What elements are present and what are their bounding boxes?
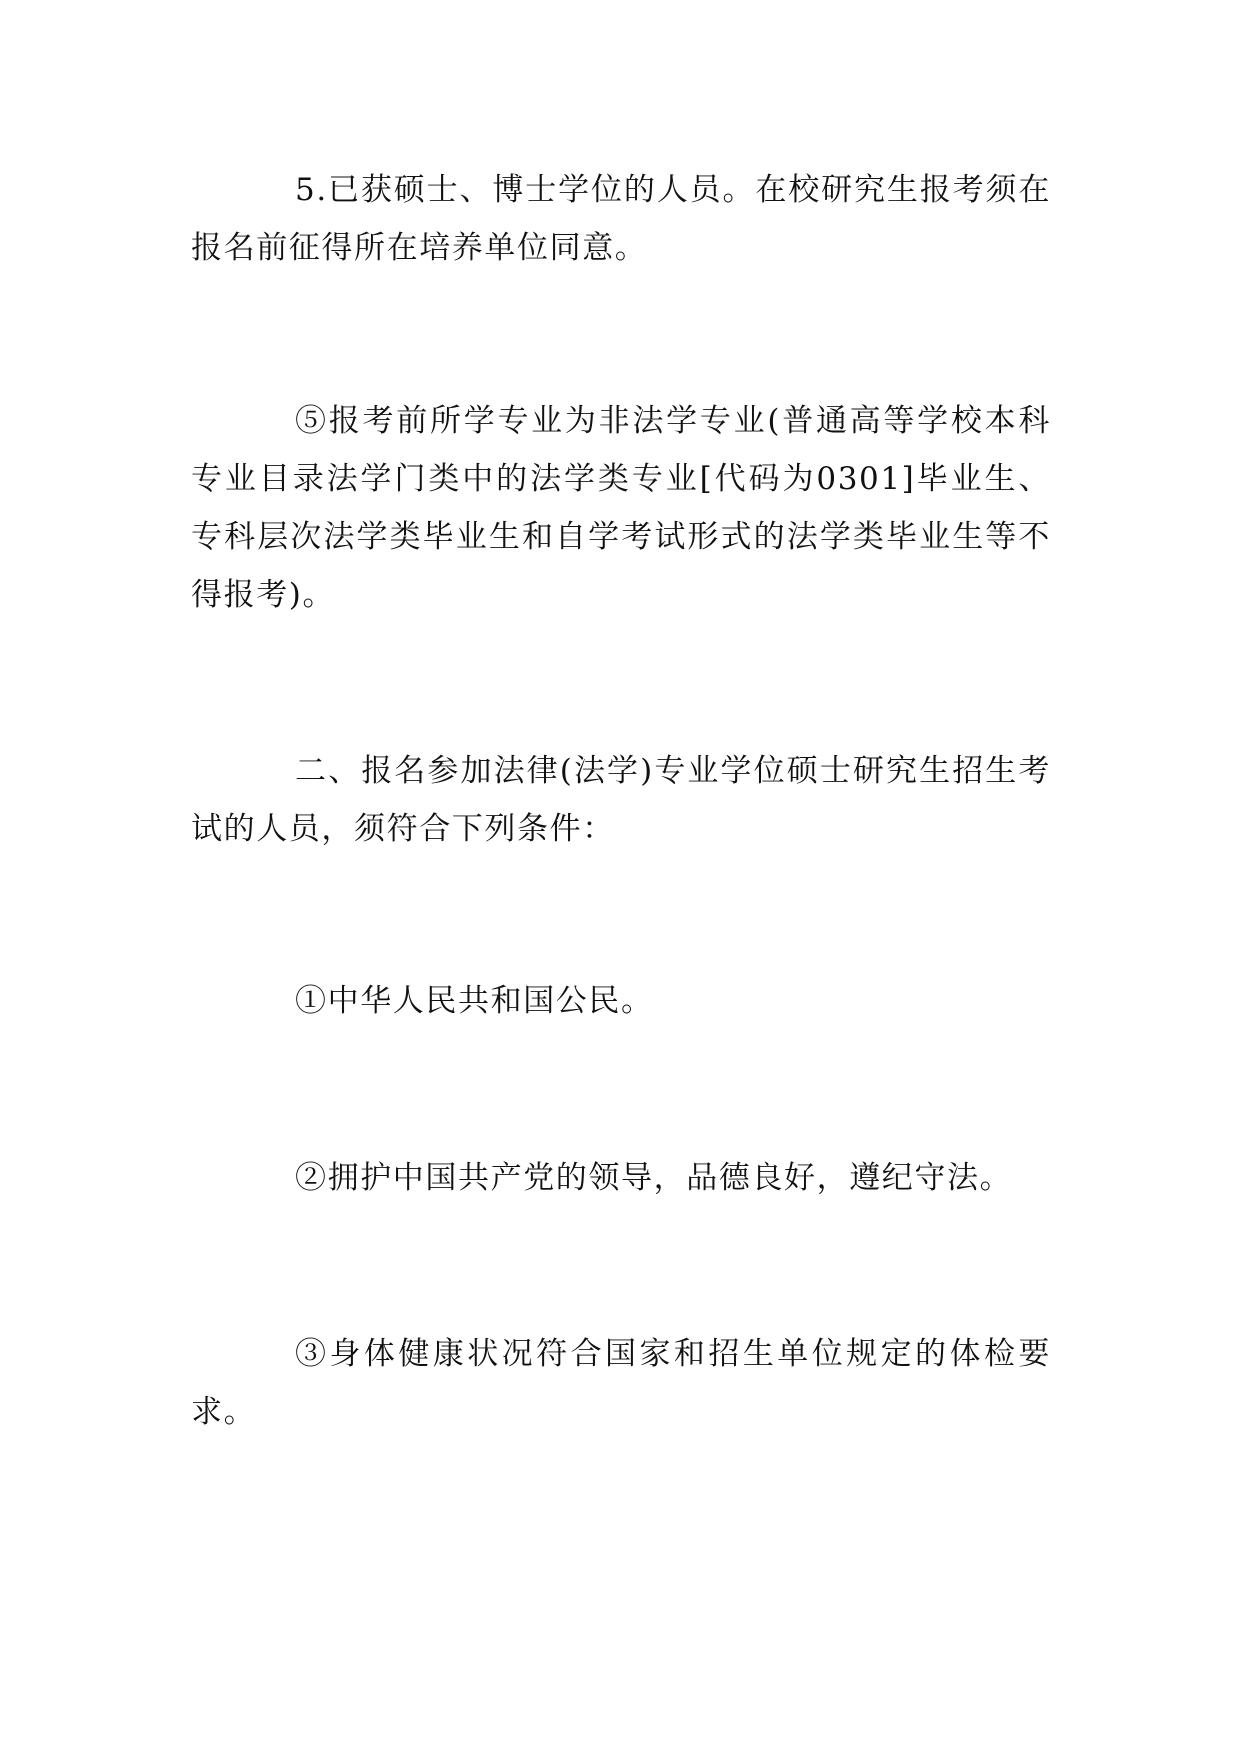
section-heading-law-degree-conditions: 二、报名参加法律(法学)专业学位硕士研究生招生考试的人员，须符合下列条件：	[191, 753, 1051, 847]
condition-item-citizen: ①中华人民共和国公民。	[295, 983, 654, 1019]
paragraph-non-law-major: ⑤报考前所学专业为非法学专业(普通高等学校本科专业目录法学门类中的法学类专业[代码为0301]毕业生、专科层次法学类毕业生和自学考试形式的法学类毕业生等不得报考)。	[191, 403, 1051, 613]
paragraph-degree-holders: 5.已获硕士、博士学位的人员。在校研究生报考须在报名前征得所在培养单位同意。	[191, 172, 1051, 266]
condition-item-conduct: ②拥护中国共产党的领导，品德良好，遵纪守法。	[295, 1160, 1013, 1196]
condition-item-health: ③身体健康状况符合国家和招生单位规定的体检要求。	[191, 1336, 1051, 1430]
